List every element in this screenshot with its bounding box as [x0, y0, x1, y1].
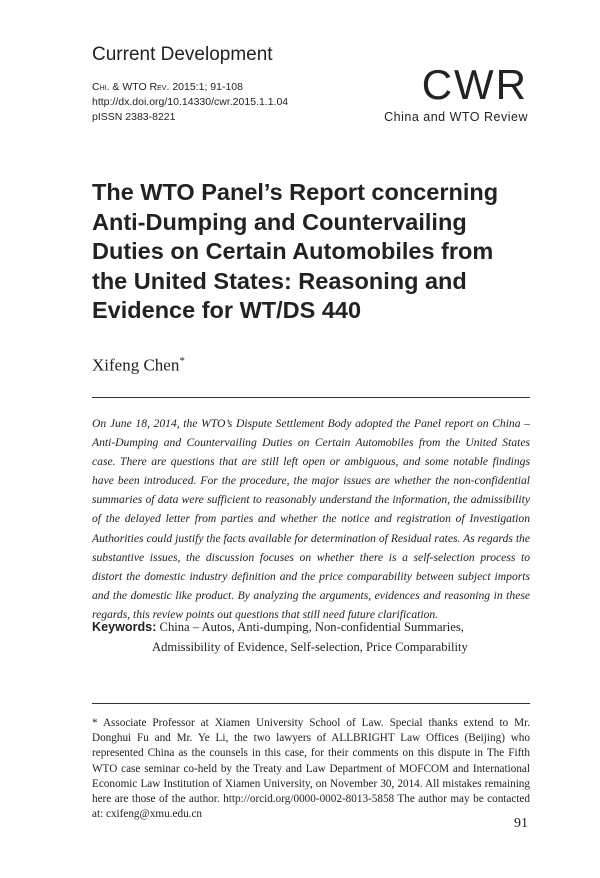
author	[92, 355, 185, 376]
author-footnote-mark[interactable]: *	[179, 355, 185, 367]
divider-top	[92, 397, 530, 398]
journal-logo: CWR	[421, 61, 528, 108]
citation-prefix: Chi. & WTO Rev.	[92, 81, 170, 93]
page-number: 91	[514, 816, 528, 831]
keywords-label: Keywords:	[92, 620, 157, 634]
issn: pISSN 2383-8221	[92, 111, 176, 123]
citation-rest: 2015:1; 91-108	[169, 81, 243, 93]
keywords-text: China – Autos, Anti-dumping, Non-confidential Summaries, Admissibility of Evidence, Self-selection, Price Comparability	[152, 620, 468, 654]
article-title: The WTO Panel’s Report concerning Anti-Dumping and Countervailing Duties on Certain Automobiles from the United States: Reasoning and Evidence for WT/DS 440	[92, 179, 499, 323]
section-label: Current Development	[92, 44, 273, 65]
doi-link[interactable]: http://dx.doi.org/10.14330/cwr.2015.1.1.04	[92, 96, 289, 108]
footnote: * Associate Professor at Xiamen University School of Law. Special thanks extend to Mr. Donghui Fu and Mr. Ye Li, the two lawyers of ALLBRIGHT Law Offices (Beijing) who represented China as the counsels in this case, for their comments on this dispute in The Fifth WTO case seminar co-held by the Treaty and Law Department of MOFCOM and International Economic Law Institution of Xiamen University, on November 30, 2014. All mistakes remaining here are those of the author. http://orcid.org/0000-0002-8013-5858 The author may be contacted at: cxifeng@xmu.edu.cn	[92, 717, 530, 821]
citation	[92, 81, 243, 94]
abstract: On June 18, 2014, the WTO’s Dispute Settlement Body adopted the Panel report on China – Anti-Dumping and Countervailing Duties on Certain Automobiles from the United States case. There are questions that are still left open or ambiguous, and some notable findings have been introduced. For the procedure, the major issues are whether the non-confidential summaries of data were sufficient to reasonably understand the information, the admissibility of the delayed letter from parties and whether the notice and registration of Investigation Authorities could justify the facts available for determination of Residual rates. As regards the substantive issues, the discussion focuses on whether there is a self-selection process to distort the domestic industry definition and the price comparability between subject imports and the domestic like product. By analyzing the arguments, evidences and reasoning in these regards, this review points out questions that still need future clarification.	[92, 417, 530, 621]
keywords	[92, 617, 530, 657]
keywords-block	[92, 617, 530, 657]
author-name: Xifeng Chen	[92, 355, 180, 375]
journal-name: China and WTO Review	[384, 110, 528, 124]
divider-footnote	[92, 703, 530, 704]
